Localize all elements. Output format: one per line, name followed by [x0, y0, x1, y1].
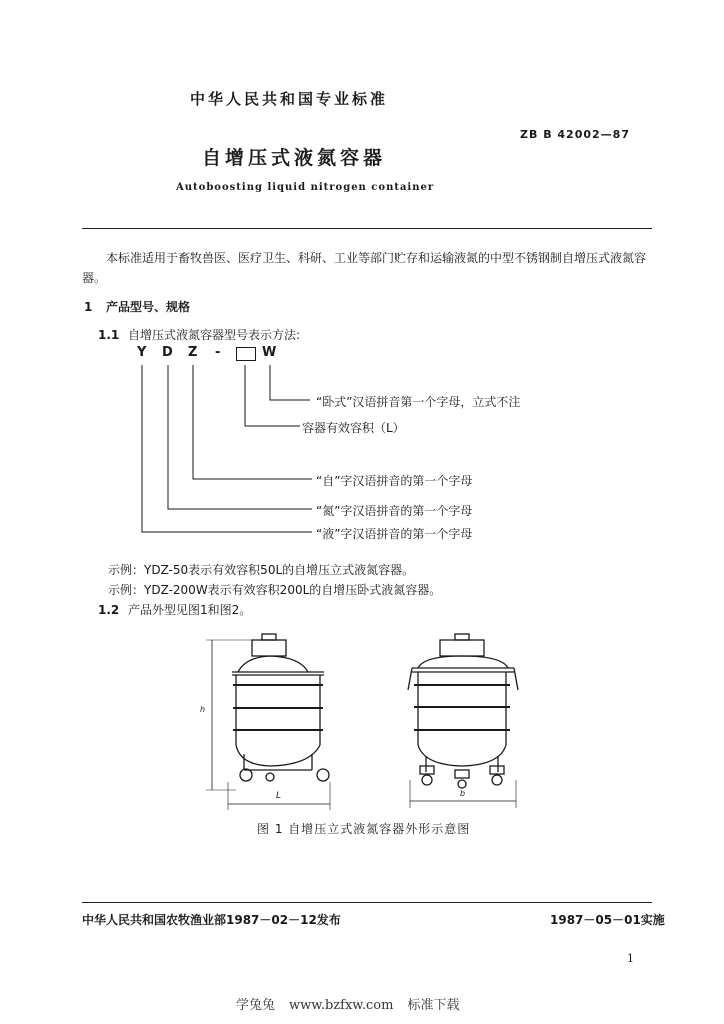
model-dash: - — [215, 345, 221, 360]
effective-date: 1987－05－01实施 — [550, 913, 665, 927]
page-number: 1 — [627, 952, 634, 965]
annotation-z: “自”字汉语拼音的第一个字母 — [316, 474, 473, 488]
annotation-volume: 容器有效容积（L） — [302, 421, 405, 435]
container-side-view — [408, 634, 518, 808]
section-1-1-text: 自增压式液氮容器型号表示方法: — [128, 328, 301, 342]
section-1-1-number: 1.1 — [98, 328, 120, 342]
dimension-label-L: L — [276, 791, 282, 801]
watermark-slogan: 标准下载 — [407, 998, 460, 1013]
model-letter-w: W — [262, 345, 277, 360]
watermark-site-name: 学兔兔 — [236, 998, 276, 1013]
standard-type-header: 中华人民共和国专业标准 — [190, 90, 389, 108]
section-1-number: 1 — [84, 300, 93, 314]
model-letter-d: D — [162, 345, 173, 360]
standard-code: ZB B 42002—87 — [520, 128, 630, 141]
section-1-2-number: 1.2 — [98, 603, 120, 617]
footer-rule — [82, 902, 652, 903]
model-letter-y: Y — [137, 345, 147, 360]
example-1: 示例：YDZ-50表示有效容积50L的自增压立式液氮容器。 — [108, 563, 415, 577]
model-letter-z: Z — [188, 345, 198, 360]
watermark-url: www.bzfxw.com — [289, 998, 394, 1013]
figure-1-caption: 图 1 自增压立式液氮容器外形示意图 — [257, 822, 471, 836]
document-title-zh: 自增压式液氮容器 — [202, 147, 387, 169]
section-1-title: 产品型号、规格 — [106, 300, 191, 314]
container-front-view — [206, 634, 330, 810]
watermark — [236, 994, 473, 1013]
intro-paragraph: 本标准适用于畜牧兽医、医疗卫生、科研、工业等部门贮存和运输液氮的中型不锈钢制自增压式液氮容器。 — [82, 251, 647, 285]
issue-date: 中华人民共和国农牧渔业部1987－02－12发布 — [82, 913, 341, 927]
dimension-label-h: h — [200, 705, 206, 714]
annotation-y: “液”字汉语拼音的第一个字母 — [316, 527, 473, 541]
document-title-en: Autoboosting liquid nitrogen container — [176, 182, 435, 193]
section-1-2-text: 产品外型见图1和图2。 — [128, 603, 252, 617]
annotation-w: “卧式”汉语拼音第一个字母，立式不注 — [316, 395, 521, 409]
example-2: 示例：YDZ-200W表示有效容积200L的自增压卧式液氮容器。 — [108, 583, 442, 597]
dimension-label-b: b — [460, 789, 466, 798]
annotation-d: “氮”字汉语拼音的第一个字母 — [316, 504, 473, 518]
